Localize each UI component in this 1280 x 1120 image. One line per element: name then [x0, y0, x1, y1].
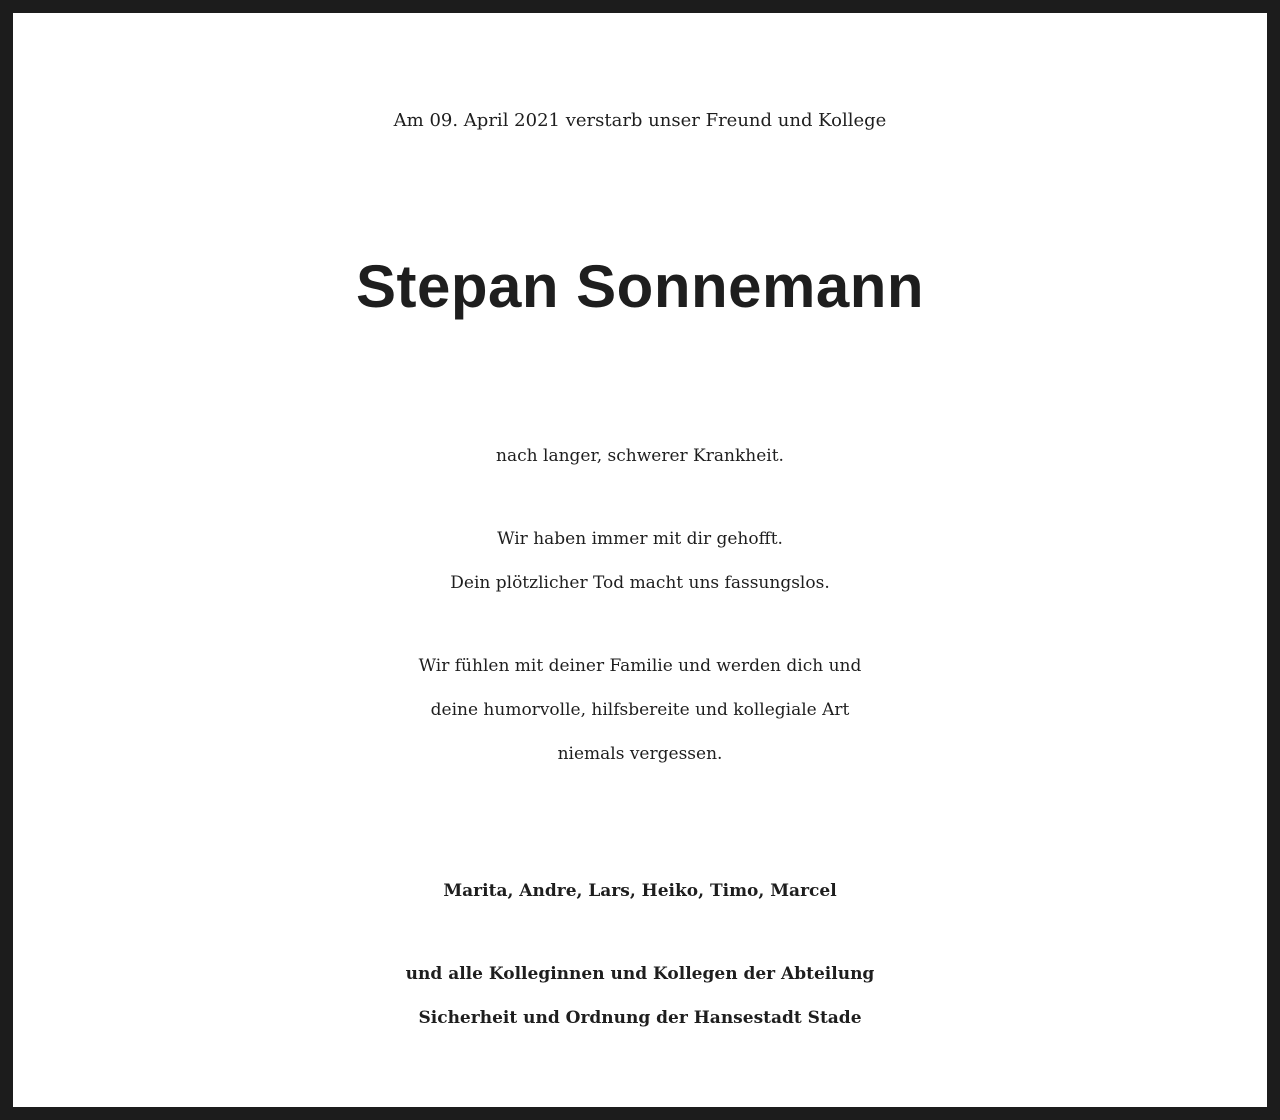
- body-line: niemals vergessen.: [557, 744, 723, 764]
- body-line: deine humorvolle, hilfsbereite und kollegiale Art: [430, 700, 850, 720]
- body-line: Wir fühlen mit deiner Familie und werden dich und: [418, 656, 862, 676]
- body-line: Wir haben immer mit dir gehofft.: [497, 529, 783, 549]
- announcement-line: Am 09. April 2021 verstarb unser Freund und Kollege: [393, 110, 887, 131]
- department-line: Sicherheit und Ordnung der Hansestadt Stade: [418, 1008, 862, 1028]
- body-line: Dein plötzlicher Tod macht uns fassungslos.: [450, 573, 830, 593]
- department-line: und alle Kolleginnen und Kollegen der Abteilung: [405, 964, 875, 984]
- deceased-name: Stepan Sonnemann: [355, 253, 925, 320]
- body-line: nach langer, schwerer Krankheit.: [496, 446, 784, 466]
- signers-line: Marita, Andre, Lars, Heiko, Timo, Marcel: [443, 881, 837, 901]
